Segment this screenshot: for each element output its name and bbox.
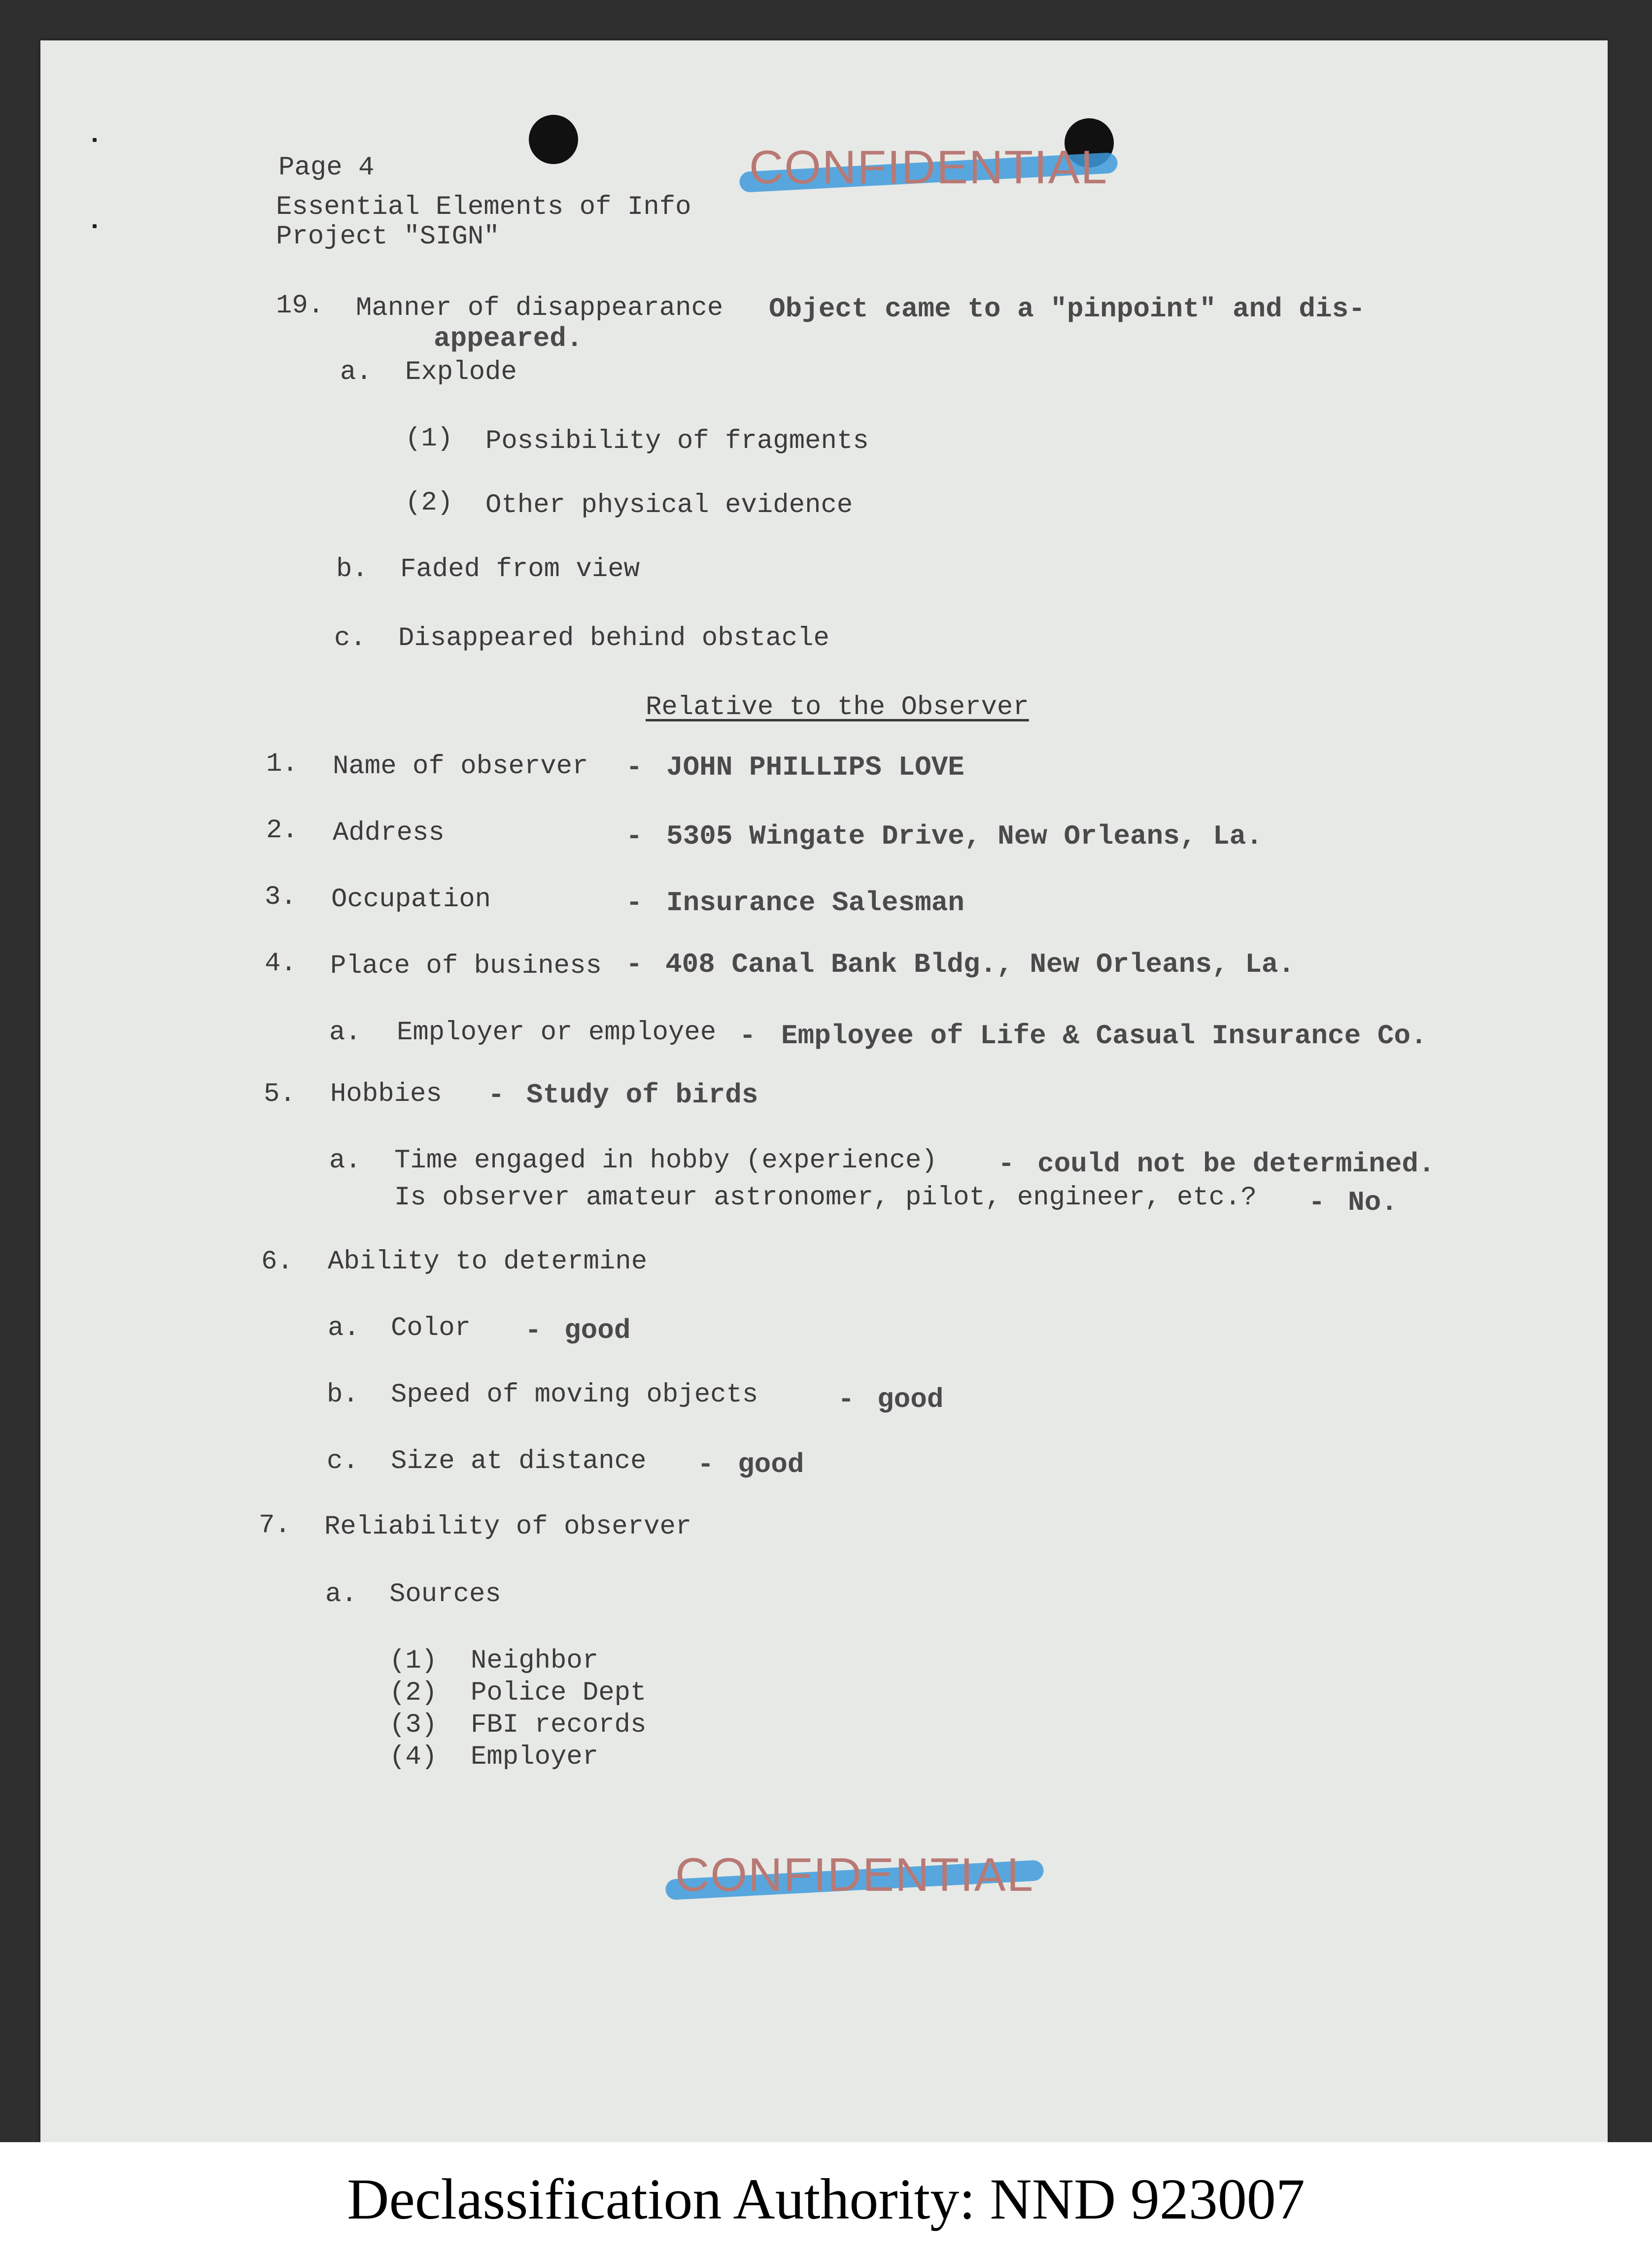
obs5b-dash: - <box>1308 1187 1325 1218</box>
item19-label: Manner of disappearance <box>356 293 723 323</box>
source2: Police Dept <box>471 1678 647 1708</box>
obs6a-value: good <box>564 1315 631 1346</box>
item19-a1-marker: (1) <box>405 424 453 454</box>
obs5a-dash: - <box>998 1148 1015 1180</box>
obs6b-label: Speed of moving objects <box>391 1380 758 1410</box>
obs5-label: Hobbies <box>330 1079 442 1109</box>
obs5-value: Study of birds <box>526 1079 758 1111</box>
obs2-dash: - <box>626 820 643 852</box>
obs1-number: 1. <box>266 749 298 779</box>
item19-b-label: Faded from view <box>400 554 640 584</box>
obs4a-marker: a. <box>329 1018 361 1048</box>
source2-number: (2) <box>389 1678 438 1708</box>
caption-text: Declassification Authority: NND 923007 <box>347 2166 1305 2231</box>
obs5-number: 5. <box>264 1079 296 1109</box>
obs7-label: Reliability of observer <box>324 1512 692 1542</box>
obs4a-label: Employer or employee <box>397 1018 717 1048</box>
item19-a1-label: Possibility of fragments <box>485 426 869 456</box>
obs3-label: Occupation <box>331 885 491 915</box>
item19-number: 19. <box>276 291 324 321</box>
obs2-value: 5305 Wingate Drive, New Orleans, La. <box>666 820 1263 852</box>
source4: Employer <box>471 1742 599 1772</box>
obs7a-marker: a. <box>325 1579 357 1609</box>
obs7a-label: Sources <box>389 1579 501 1609</box>
obs6b-value: good <box>877 1384 944 1415</box>
obs6c-label: Size at distance <box>391 1446 647 1476</box>
obs1-dash: - <box>626 752 643 783</box>
obs3-value: Insurance Salesman <box>666 887 964 919</box>
obs5b-value: No. <box>1348 1187 1398 1218</box>
source1: Neighbor <box>471 1646 599 1676</box>
obs5b-label: Is observer amateur astronomer, pilot, engineer, etc.? <box>394 1183 1257 1213</box>
obs5a-value: could not be determined. <box>1037 1148 1435 1180</box>
obs6c-value: good <box>738 1449 804 1480</box>
item19-answer-line1: Object came to a "pinpoint" and dis- <box>769 293 1365 325</box>
item19-c-label: Disappeared behind obstacle <box>398 623 829 653</box>
item19-answer-line2: appeared. <box>434 323 583 354</box>
confidential-stamp-top: CONFIDENTIAL <box>749 140 1108 195</box>
speck <box>93 138 97 142</box>
header-project: Project "SIGN" <box>276 222 500 252</box>
item19-b-marker: b. <box>336 554 368 584</box>
obs6c-dash: - <box>697 1449 714 1480</box>
obs6b-dash: - <box>838 1384 855 1415</box>
item19-c-marker: c. <box>334 623 366 653</box>
obs5a-marker: a. <box>329 1146 361 1176</box>
obs6a-dash: - <box>525 1315 542 1346</box>
declassification-caption <box>0 2142 1652 2256</box>
page-number: Page 4 <box>278 153 375 183</box>
header-subtitle: Essential Elements of Info <box>276 192 691 222</box>
obs6-number: 6. <box>261 1247 293 1277</box>
obs6b-marker: b. <box>327 1380 359 1410</box>
obs1-label: Name of observer <box>333 752 588 782</box>
source3: FBI records <box>471 1710 647 1740</box>
item19-a-label: Explode <box>405 357 517 387</box>
source1-number: (1) <box>389 1646 438 1676</box>
obs7-number: 7. <box>259 1510 291 1540</box>
source4-number: (4) <box>389 1742 438 1772</box>
obs6c-marker: c. <box>327 1446 359 1476</box>
obs1-value: JOHN PHILLIPS LOVE <box>666 752 964 783</box>
obs4a-dash: - <box>739 1020 756 1052</box>
obs5a-label: Time engaged in hobby (experience) <box>394 1146 937 1176</box>
obs2-label: Address <box>333 818 445 848</box>
section-heading: Relative to the Observer <box>646 692 1029 722</box>
obs3-number: 3. <box>265 882 297 912</box>
source3-number: (3) <box>389 1710 438 1740</box>
obs5-dash: - <box>488 1079 505 1111</box>
punch-hole <box>529 115 578 164</box>
item19-a2-marker: (2) <box>405 488 453 518</box>
obs3-dash: - <box>626 887 643 919</box>
item19-a2-label: Other physical evidence <box>485 490 853 520</box>
obs6a-label: Color <box>391 1313 471 1343</box>
obs4-label: Place of business <box>330 951 602 981</box>
item19-a-marker: a. <box>340 357 372 387</box>
speck <box>93 224 97 228</box>
obs2-number: 2. <box>266 816 298 846</box>
obs6a-marker: a. <box>328 1313 360 1343</box>
obs4-number: 4. <box>265 949 297 979</box>
confidential-stamp-bottom: CONFIDENTIAL <box>675 1848 1034 1902</box>
obs6-label: Ability to determine <box>328 1247 648 1277</box>
obs4a-value: Employee of Life & Casual Insurance Co. <box>781 1020 1427 1052</box>
obs4-dash: - <box>626 949 643 980</box>
obs4-value: 408 Canal Bank Bldg., New Orleans, La. <box>665 949 1295 980</box>
